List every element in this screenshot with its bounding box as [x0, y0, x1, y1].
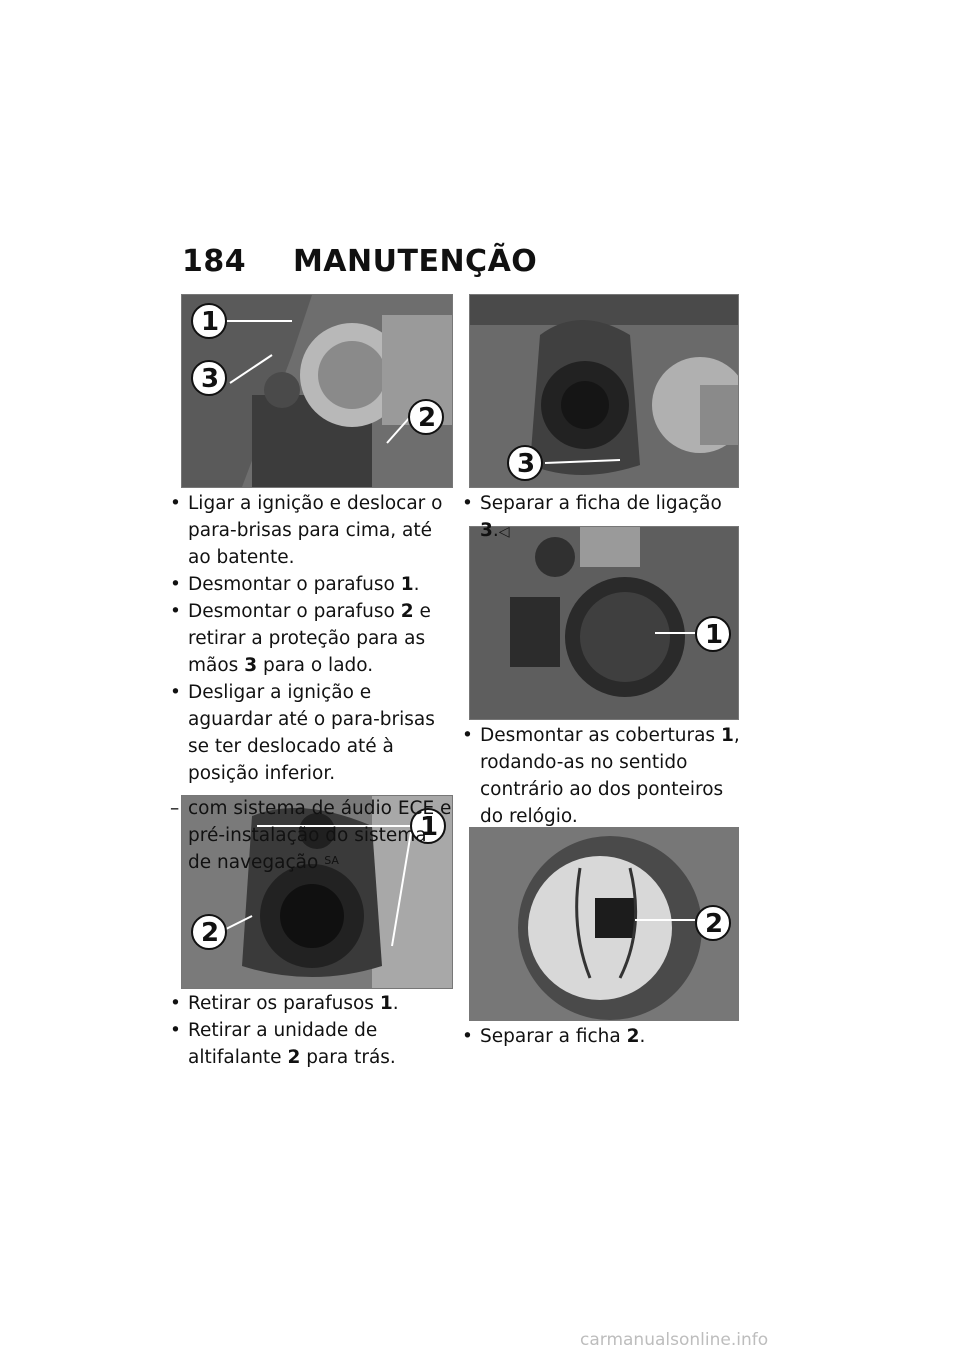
step-item: • Ligar a ignição e deslocar o para-brisas para cima, até ao batente. — [170, 490, 455, 571]
step-item: • Separar a ficha 2. — [462, 1026, 646, 1047]
step-text: Desmontar o parafuso — [188, 574, 401, 595]
step-text: . — [392, 993, 399, 1014]
photo-bulb-plug — [469, 827, 739, 1021]
photo-connector-plug — [469, 294, 739, 488]
step-item: • Retirar a unidade de altifalante 2 para trás. — [170, 1020, 396, 1068]
step-text: Separar a ficha — [480, 1026, 627, 1047]
step-text: para trás. — [300, 1047, 396, 1068]
callout-label: 1 — [705, 620, 724, 650]
step-item: • Desmontar as coberturas 1, rodando-as no sentido contrário ao dos ponteiros do relógio. — [462, 725, 740, 827]
step-ref: 2 — [626, 1026, 640, 1047]
step-item: • Retirar os parafusos 1. — [170, 993, 399, 1014]
step-text: Desmontar o parafuso — [188, 601, 401, 622]
step-text: . — [492, 520, 499, 541]
callout-label: 1 — [420, 812, 439, 842]
step-ref: 2 — [287, 1047, 301, 1068]
sa-marker: SA — [324, 854, 339, 867]
page-title: MANUTENÇÃO — [292, 244, 538, 279]
step-text: Desmontar as coberturas — [480, 725, 721, 746]
step-ref: 3 — [244, 655, 258, 676]
end-mark-icon: ◁ — [498, 524, 510, 540]
left-steps-1 — [170, 490, 455, 876]
page-header — [182, 244, 537, 279]
step-text: para o lado. — [257, 655, 374, 676]
step-text: Retirar a unidade de altifalante — [188, 1020, 378, 1068]
step-ref: 1 — [379, 993, 393, 1014]
right-step-2 — [462, 722, 747, 830]
step-text: Desligar a ignição e aguardar até o para-brisas se ter deslocado até à posição inferior. — [188, 682, 435, 784]
step-text: Separar a ficha de ligação — [480, 493, 722, 514]
photo-windshield-screws — [181, 294, 453, 488]
condition-item: – com sistema de áudio ECE e pré-instalação do sistema de navegação $^{SA}$ — [170, 798, 452, 873]
step-ref: 1 — [720, 725, 734, 746]
left-steps-2 — [170, 990, 455, 1071]
step-item: • Desmontar o parafuso 2 e retirar a proteção para as mãos 3 para o lado. — [170, 601, 431, 676]
callout-label: 1 — [201, 307, 220, 337]
right-step-3 — [462, 1023, 747, 1050]
callout-label: 3 — [201, 364, 220, 394]
step-text: , rodando-as no sentido contrário ao dos ponteiros do relógio. — [480, 725, 740, 827]
step-item: • Separar a ficha de ligação 3.◁ — [462, 493, 722, 541]
step-ref: 2 — [400, 601, 414, 622]
step-item: • Desligar a ignição e aguardar até o para-brisas se ter deslocado até à posição inferior. — [170, 679, 455, 787]
step-ref: 1 — [400, 574, 414, 595]
photo-covers — [469, 526, 739, 720]
step-text: Ligar a ignição e deslocar o para-brisas para cima, até ao batente. — [188, 493, 443, 568]
condition-text: com sistema de áudio ECE e pré-instalação do sistema de navegação — [188, 798, 452, 873]
step-text: e retirar a proteção para as mãos — [188, 601, 431, 676]
right-step-1 — [462, 490, 747, 546]
step-ref: 3 — [480, 520, 493, 541]
step-text: Retirar os parafusos — [188, 993, 380, 1014]
callout-label: 2 — [705, 909, 724, 939]
callout-label: 2 — [418, 403, 437, 433]
callout-label: 3 — [517, 449, 536, 479]
watermark-text: carmanualsonline.info — [580, 1330, 769, 1350]
step-text: . — [413, 574, 420, 595]
page-number: 184 — [182, 244, 247, 279]
step-item: • Desmontar o parafuso 1. — [170, 574, 420, 595]
callout-label: 2 — [201, 918, 220, 948]
step-text: . — [639, 1026, 646, 1047]
